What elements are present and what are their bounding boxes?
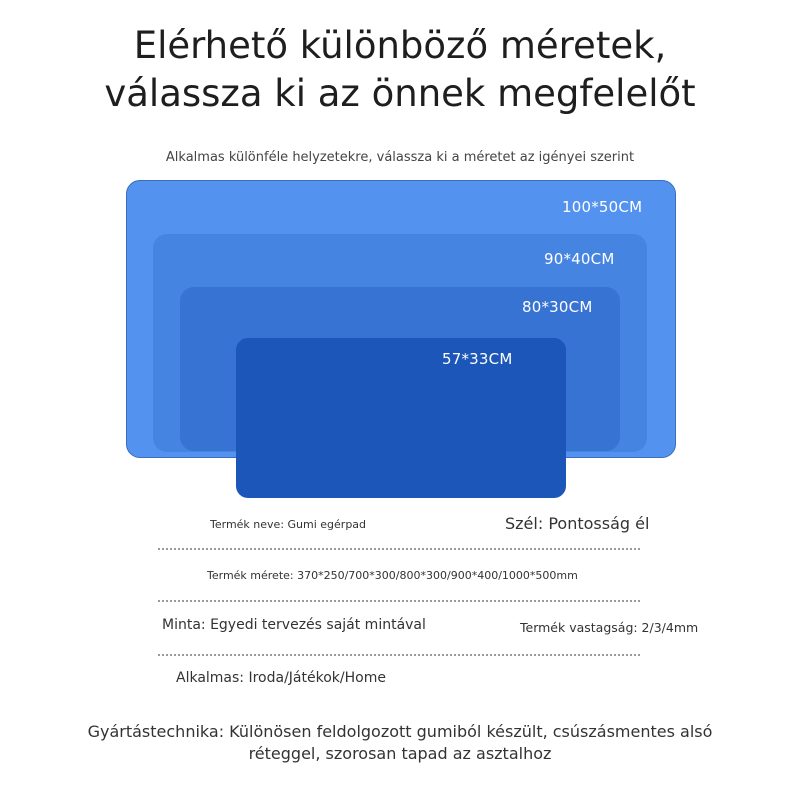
spec-technique-line-1: Gyártástechnika: Különösen feldolgozott gumiból készült, csúszásmentes alsó [87, 722, 713, 741]
spec-usage: Alkalmas: Iroda/Játékok/Home [176, 670, 386, 686]
page-title-line-2: válassza ki az önnek megfelelőt [104, 72, 696, 115]
spec-product-size: Termék mérete: 370*250/700*300/800*300/900*400/1000*500mm [207, 569, 578, 582]
spec-product-name: Termék neve: Gumi egérpad [210, 518, 367, 531]
spec-edge: Szél: Pontosság él [505, 514, 650, 533]
size-label-90x40: 90*40CM [544, 250, 615, 268]
size-label-80x30: 80*30CM [522, 298, 593, 316]
dotted-divider [158, 654, 640, 656]
dotted-divider [158, 600, 640, 602]
dotted-divider [158, 548, 640, 550]
spec-pattern: Minta: Egyedi tervezés saját mintával [162, 617, 426, 633]
spec-technique-line-2: réteggel, szorosan tapad az asztalhoz [248, 744, 552, 763]
page-title-line-1: Elérhető különböző méretek, [133, 24, 667, 67]
spec-thickness: Termék vastagság: 2/3/4mm [520, 620, 699, 635]
subtitle: Alkalmas különféle helyzetekre, válassza ki a méretet az igényei szerint [165, 150, 635, 165]
mousepad-57x33 [236, 338, 566, 498]
size-label-100x50: 100*50CM [562, 198, 643, 216]
size-label-57x33: 57*33CM [442, 350, 513, 368]
